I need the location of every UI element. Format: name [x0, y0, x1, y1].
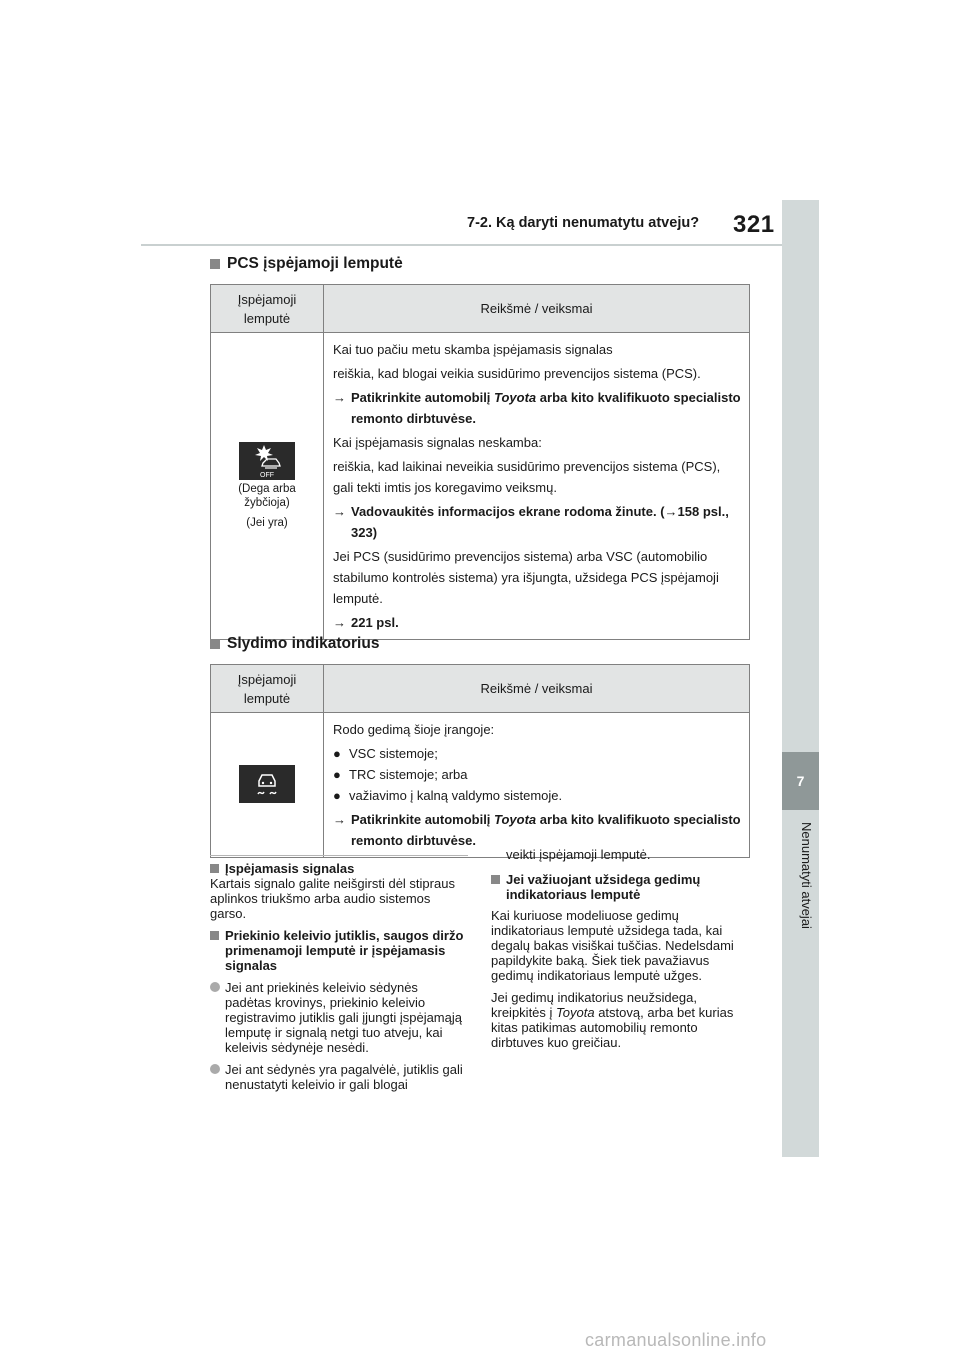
- notes-left-column: [210, 861, 466, 1092]
- square-bullet-icon: [210, 931, 219, 940]
- slip-indicator-icon: [239, 765, 295, 803]
- bullet-icon: ●: [333, 767, 341, 782]
- bullet-icon: ●: [333, 746, 341, 761]
- slip-action: → Patikrinkite automobilį Toyota arba kito kvalifikuoto specialisto remonto dirbtuvėse.: [333, 809, 741, 851]
- chapter-number-tab[interactable]: 7: [782, 752, 819, 810]
- pcs-p3: Kai įspėjamasis signalas neskamba:: [333, 435, 542, 450]
- page-ref-link[interactable]: 221 psl.: [351, 615, 399, 630]
- arrow-icon: →: [333, 504, 346, 519]
- table-row: [211, 333, 750, 640]
- circle-bullet-icon: [210, 1064, 220, 1074]
- note-heading: Priekinio keleivio jutiklis, saugos diržo primenamoji lemputė ir įspėjamasis signalas: [210, 928, 466, 973]
- note-text: Kai kuriuose modeliuose gedimų indikatoriaus lemputė užsidega tada, kai degalų bakas visiškai tuščias. Nedelsdami papildykite baką. Šiek tiek pavažiavus gedimų indikatoriaus lemputė užges.: [491, 908, 734, 983]
- pcs-table: [210, 284, 750, 640]
- list-item: Jei ant priekinės keleivio sėdynės padėtas krovinys, priekinio keleivio registravimo jutiklis gali įjungti įspėjamąją lemputę ir signalą netgi tuo atveju, kai keleivis sėdynėje nesėdi.: [210, 980, 466, 1055]
- header-divider: [141, 244, 782, 246]
- pcs-p2: reiškia, kad blogai veikia susidūrimo prevencijos sistema (PCS).: [333, 366, 701, 381]
- page-number: 321: [733, 211, 775, 238]
- arrow-icon: →: [333, 812, 346, 827]
- pcs-p4: reiškia, kad laikinai neveikia susidūrimo prevencijos sistema (PCS), gali tekti imtis jos koregavimo veiksmų.: [333, 459, 721, 495]
- table-row: [211, 713, 750, 858]
- square-bullet-icon: [210, 259, 220, 269]
- pcs-heading-text: PCS įspėjamoji lemputė: [227, 255, 403, 272]
- pcs-action-3: [333, 612, 741, 633]
- arrow-icon: →: [333, 390, 346, 405]
- pcs-icon-cell: [211, 333, 324, 640]
- pcs-p5: Jei PCS (susidūrimo prevencijos sistema) arba VSC (automobilio stabilumo kontrolės sistema) yra išjungta, užsidega PCS įspėjamoji lemputė.: [333, 549, 719, 606]
- note-heading: Jei važiuojant užsidega gedimų indikatoriaus lemputė: [491, 872, 753, 902]
- chapter-title: Nenumatyti atvejai: [799, 822, 814, 929]
- pcs-off-warning-icon: [239, 442, 295, 480]
- square-bullet-icon: [210, 639, 220, 649]
- notes-right-column: [491, 847, 753, 1057]
- section-title: 7-2. Ką daryti nenumatytu atveju?: [467, 215, 700, 231]
- note-text-continued: veikti įspėjamoji lemputė.: [506, 847, 651, 862]
- table-header-row: [211, 665, 750, 713]
- column-header-meaning: Reikšmė / veiksmai: [324, 285, 750, 333]
- list-item: ● važiavimo į kalną valdymo sistemoje.: [333, 785, 741, 806]
- pcs-action-2: → Vadovaukitės informacijos ekrane rodoma žinute. (→158 psl., 323): [333, 501, 741, 543]
- slip-meaning-cell: [324, 713, 750, 858]
- square-bullet-icon: [210, 864, 219, 873]
- note-text: Jei gedimų indikatorius neužsidega, kreipkitės į Toyota atstovą, arba bet kurias kitas patikimas automobilių remonto dirbtuves kuo greičiau.: [491, 990, 734, 1050]
- pcs-heading: [210, 255, 403, 273]
- slip-intro: Rodo gedimą šioje įrangoje:: [333, 722, 495, 737]
- slip-heading-text: Slydimo indikatorius: [227, 635, 380, 652]
- slip-table: [210, 664, 750, 858]
- svg-text:OFF: OFF: [260, 472, 274, 479]
- notes-divider: [210, 855, 468, 856]
- pcs-meaning-cell: [324, 333, 750, 640]
- column-header-lamp: Įspėjamoji lemputė: [211, 285, 324, 333]
- list-item: Jei ant sėdynės yra pagalvėlė, jutiklis gali nenustatyti keleivio ir gali blogai: [210, 1062, 466, 1092]
- pcs-p1: Kai tuo pačiu metu skamba įspėjamasis signalas: [333, 342, 613, 357]
- slip-icon-cell: [211, 713, 324, 858]
- page-ref-link[interactable]: 158 psl., 323): [351, 504, 729, 540]
- chapter-side-tab: [782, 200, 819, 1157]
- pcs-action-1: → Patikrinkite automobilį Toyota arba kito kvalifikuoto specialisto remonto dirbtuvėse.: [333, 387, 741, 429]
- column-header-lamp: Įspėjamoji lemputė: [211, 665, 324, 713]
- table-header-row: [211, 285, 750, 333]
- icon-caption-optional: (Jei yra): [246, 517, 288, 529]
- square-bullet-icon: [491, 875, 500, 884]
- icon-caption: (Dega arba žybčioja): [238, 483, 296, 509]
- slip-heading: [210, 635, 379, 653]
- note-heading: Įspėjamasis signalas: [210, 861, 466, 876]
- watermark: carmanualsonline.info: [585, 1330, 767, 1350]
- note-text: Kartais signalo galite neišgirsti dėl stipraus aplinkos triukšmo arba audio sistemos garso.: [210, 876, 455, 921]
- column-header-meaning: Reikšmė / veiksmai: [324, 665, 750, 713]
- bullet-icon: ●: [333, 788, 341, 803]
- list-item: ● VSC sistemoje;: [333, 743, 741, 764]
- arrow-icon: →: [333, 615, 346, 630]
- circle-bullet-icon: [210, 982, 220, 992]
- list-item: ● TRC sistemoje; arba: [333, 764, 741, 785]
